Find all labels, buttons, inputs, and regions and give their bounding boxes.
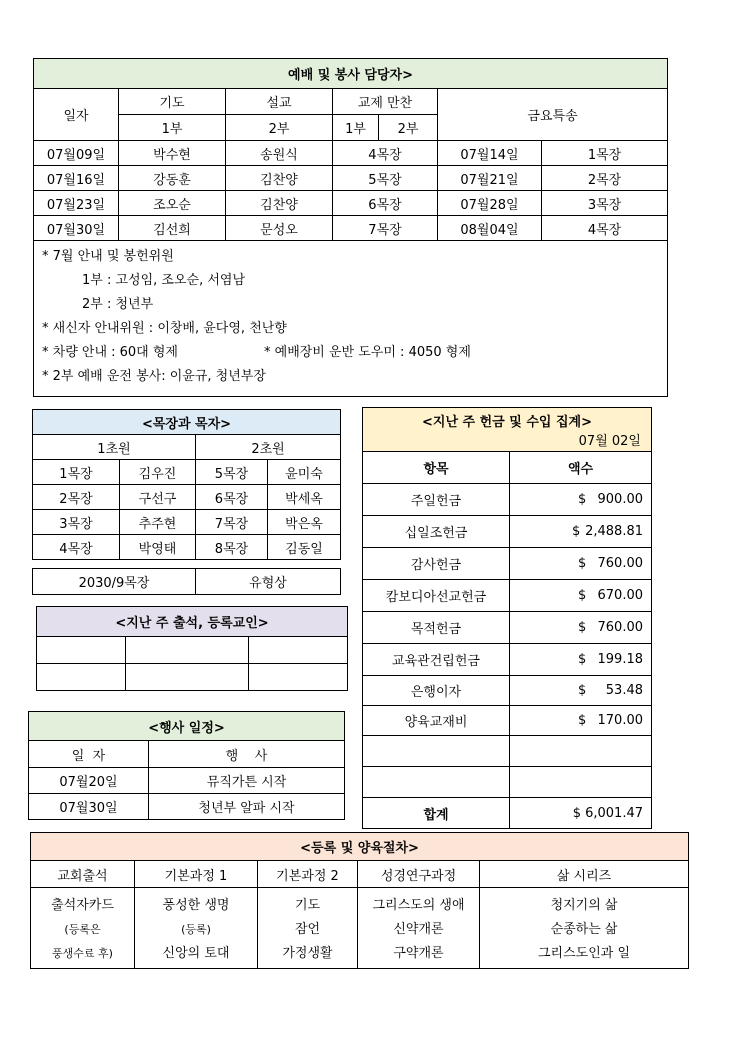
table-row <box>33 460 341 485</box>
offering-amount: 199.18 <box>597 652 643 667</box>
table-row <box>33 510 341 535</box>
empty-cell <box>249 637 348 664</box>
training-col-basic2 <box>258 888 358 969</box>
offering-item: 감사헌금 <box>363 548 510 580</box>
row-date: 07월23일 <box>34 191 119 216</box>
currency-symbol: $ <box>578 713 587 728</box>
empty-cell <box>363 767 510 798</box>
offering-header-item: 항목 <box>363 452 510 484</box>
row-date: 07월30일 <box>34 216 119 241</box>
row-sermon: 문성오 <box>226 216 333 241</box>
offering-amount: 53.48 <box>605 683 643 698</box>
empty-cell <box>126 637 249 664</box>
table-row <box>29 794 345 820</box>
row-friday-date: 07월28일 <box>438 191 542 216</box>
empty-cell <box>249 664 348 691</box>
empty-cell <box>510 736 652 767</box>
cell-leader: 박은옥 <box>268 510 341 535</box>
row-friday-team: 2목장 <box>542 166 668 191</box>
table-row <box>34 141 668 166</box>
table-row <box>363 580 652 612</box>
cell-leader: 김동일 <box>268 535 341 560</box>
worship-table <box>33 58 668 397</box>
offering-amount: 170.00 <box>597 713 643 728</box>
attendance-table <box>36 606 348 691</box>
table-row <box>34 191 668 216</box>
row-date: 07월09일 <box>34 141 119 166</box>
cell-group: 7목장 <box>196 510 268 535</box>
offering-item: 교육관건립헌금 <box>363 644 510 676</box>
row-sermon: 송원식 <box>226 141 333 166</box>
offering-header <box>363 408 652 452</box>
row-date: 07월16일 <box>34 166 119 191</box>
note-part2: 2부 : 청년부 <box>82 297 154 312</box>
worship-notes <box>34 241 668 397</box>
currency-symbol: $ <box>578 683 587 698</box>
header-comm1: 1부 <box>333 115 379 141</box>
header-comm2: 2부 <box>379 115 438 141</box>
empty-cell <box>510 767 652 798</box>
row-friday-team: 3목장 <box>542 191 668 216</box>
empty-cell <box>363 736 510 767</box>
currency-symbol: $ <box>578 652 587 667</box>
events-header-event: 행 사 <box>149 741 345 768</box>
offering-item: 십일조헌금 <box>363 516 510 548</box>
training-header: 기본과정 1 <box>135 861 258 888</box>
course-item: (등록은 <box>64 923 101 936</box>
currency-symbol: $ <box>578 588 587 603</box>
offering-total: $ 6,001.47 <box>510 798 652 829</box>
row-communion: 7목장 <box>333 216 438 241</box>
empty-cell <box>37 637 126 664</box>
table-row <box>34 216 668 241</box>
header-sermon: 설교 <box>226 89 333 115</box>
cell-group: 4목장 <box>33 535 120 560</box>
offering-date: 07월 02일 <box>578 434 641 449</box>
table-row <box>34 166 668 191</box>
cell-leader: 박세옥 <box>268 485 341 510</box>
table-row <box>363 484 652 516</box>
offering-total-label: 합계 <box>363 798 510 829</box>
course-item: 풍생수료 후) <box>52 947 113 960</box>
cell-group: 1목장 <box>33 460 120 485</box>
event-date: 07월20일 <box>29 768 149 794</box>
group1-label: 1초원 <box>33 435 196 460</box>
event-date: 07월30일 <box>29 794 149 820</box>
table-row <box>363 644 652 676</box>
currency-symbol: $ <box>578 620 587 635</box>
cell-leader: 추주현 <box>120 510 196 535</box>
training-table <box>30 832 689 969</box>
table-row <box>33 535 341 560</box>
note-driver: * 2부 예배 운전 봉사: 이윤규, 청년부장 <box>42 369 266 384</box>
course-item: 가정생활 <box>282 946 333 961</box>
header-prayer: 기도 <box>119 89 226 115</box>
row-sermon: 김찬양 <box>226 166 333 191</box>
offering-amount: 760.00 <box>597 620 643 635</box>
leaders-title: <목장과 목자> <box>33 410 341 435</box>
currency-symbol: $ <box>578 556 587 571</box>
extra-leader-table <box>32 568 341 595</box>
cell-leader: 윤미숙 <box>268 460 341 485</box>
header-friday: 금요특송 <box>438 89 668 141</box>
events-header-date: 일 자 <box>29 741 149 768</box>
row-prayer: 조오순 <box>119 191 226 216</box>
training-title: <등록 및 양육절차> <box>31 833 689 861</box>
offering-header-amount: 액수 <box>510 452 652 484</box>
currency-symbol: $ <box>578 492 587 507</box>
header-communion: 교제 만찬 <box>333 89 438 115</box>
header-part1: 1부 <box>119 115 226 141</box>
course-item: 기도 <box>294 898 321 913</box>
row-friday-team: 4목장 <box>542 216 668 241</box>
worship-title: 예배 및 봉사 담당자> <box>34 59 668 89</box>
empty-cell <box>126 664 249 691</box>
row-friday-date: 07월21일 <box>438 166 542 191</box>
note-equipment: * 예배장비 운반 도우미 : 4050 형제 <box>264 345 471 360</box>
leaders-table <box>32 409 341 560</box>
offering-amount: 2,488.81 <box>585 524 643 539</box>
event-name: 뮤직가튼 시작 <box>149 768 345 794</box>
cell-group: 5목장 <box>196 460 268 485</box>
course-item: 풍성한 생명 <box>162 898 230 913</box>
training-header: 기본과정 2 <box>258 861 358 888</box>
course-item: 구약개론 <box>393 946 444 961</box>
row-prayer: 김선희 <box>119 216 226 241</box>
course-item: 신약개론 <box>393 922 444 937</box>
offering-amount: 900.00 <box>597 492 643 507</box>
row-communion: 6목장 <box>333 191 438 216</box>
row-friday-date: 08월04일 <box>438 216 542 241</box>
cell-group: 3목장 <box>33 510 120 535</box>
table-row <box>33 485 341 510</box>
header-date: 일자 <box>34 89 119 141</box>
offering-item: 양육교재비 <box>363 706 510 736</box>
offering-item: 캄보디아선교헌금 <box>363 580 510 612</box>
table-row <box>363 676 652 706</box>
offering-item: 주일헌금 <box>363 484 510 516</box>
row-sermon: 김찬양 <box>226 191 333 216</box>
cell-group: 2목장 <box>33 485 120 510</box>
cell-leader: 구선구 <box>120 485 196 510</box>
group2-label: 2초원 <box>196 435 341 460</box>
row-communion: 5목장 <box>333 166 438 191</box>
course-item: 그리스도인과 일 <box>538 946 631 961</box>
events-title: <행사 일정> <box>29 712 345 741</box>
offering-amount: 670.00 <box>597 588 643 603</box>
course-item: 출석자카드 <box>51 898 114 913</box>
extra-group: 2030/9목장 <box>33 569 196 595</box>
note-offering-header: * 7월 안내 및 봉헌위원 <box>42 249 174 264</box>
row-friday-team: 1목장 <box>542 141 668 166</box>
attendance-title: <지난 주 출석, 등록교인> <box>37 607 348 637</box>
offering-table <box>362 407 652 829</box>
cell-group: 8목장 <box>196 535 268 560</box>
empty-cell <box>37 664 126 691</box>
row-prayer: 강동훈 <box>119 166 226 191</box>
training-header: 교회출석 <box>31 861 135 888</box>
event-name: 청년부 알파 시작 <box>149 794 345 820</box>
course-item: 순종하는 삶 <box>550 922 618 937</box>
row-communion: 4목장 <box>333 141 438 166</box>
training-col-attendance <box>31 888 135 969</box>
note-vehicle: * 차량 안내 : 60대 형제 <box>42 345 178 360</box>
table-row <box>363 706 652 736</box>
training-col-bible <box>358 888 480 969</box>
note-part1: 1부 : 고성임, 조오순, 서염남 <box>82 273 246 288</box>
cell-leader: 김우진 <box>120 460 196 485</box>
course-item: 신앙의 토대 <box>162 946 230 961</box>
offering-item: 목적헌금 <box>363 612 510 644</box>
row-prayer: 박수현 <box>119 141 226 166</box>
course-item: 그리스도의 생애 <box>372 898 465 913</box>
offering-amount: 760.00 <box>597 556 643 571</box>
course-item: (등록) <box>181 923 211 936</box>
note-newcomer: * 새신자 안내위원 : 이창배, 윤다영, 천난향 <box>42 321 287 336</box>
events-table <box>28 711 345 820</box>
table-row <box>29 768 345 794</box>
cell-leader: 박영태 <box>120 535 196 560</box>
header-part2: 2부 <box>226 115 333 141</box>
currency-symbol: $ <box>572 524 581 539</box>
row-friday-date: 07월14일 <box>438 141 542 166</box>
training-col-basic1 <box>135 888 258 969</box>
table-row <box>363 612 652 644</box>
training-header: 성경연구과정 <box>358 861 480 888</box>
offering-title: <지난 주 헌금 및 수입 집계> <box>422 415 592 430</box>
table-row <box>363 548 652 580</box>
offering-item: 은행이자 <box>363 676 510 706</box>
extra-leader: 유형상 <box>196 569 341 595</box>
training-header: 삶 시리즈 <box>480 861 689 888</box>
course-item: 잠언 <box>294 922 321 937</box>
training-col-life <box>480 888 689 969</box>
cell-group: 6목장 <box>196 485 268 510</box>
course-item: 청지기의 삶 <box>550 898 618 913</box>
table-row <box>363 516 652 548</box>
